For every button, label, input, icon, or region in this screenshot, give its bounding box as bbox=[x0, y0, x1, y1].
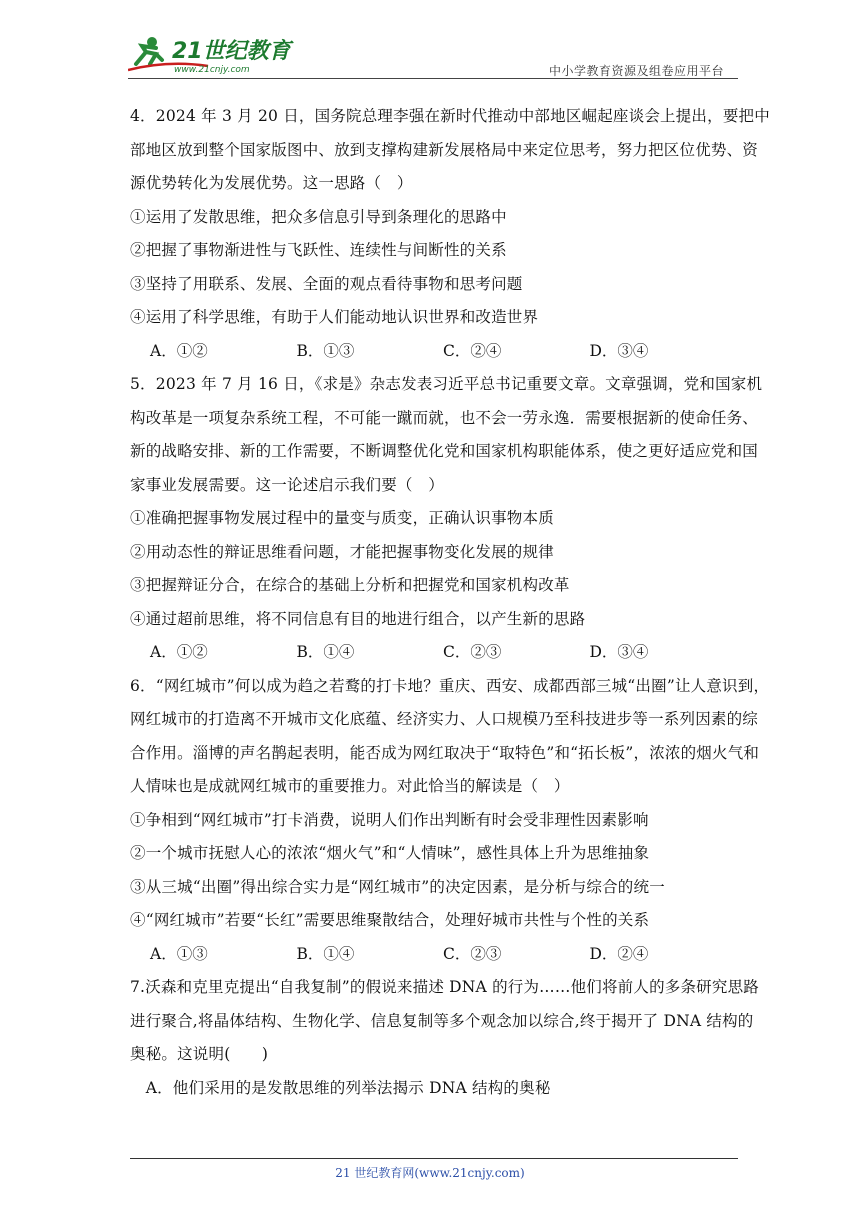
statement-4: ④运用了科学思维，有助于人们能动地认识世界和改造世界 bbox=[130, 308, 539, 326]
option-a: A．①② bbox=[150, 643, 208, 661]
runner-logo-icon bbox=[128, 34, 298, 76]
platform-title: 中小学教育资源及组卷应用平台 bbox=[548, 64, 724, 78]
option-c: C．②④ bbox=[443, 341, 502, 360]
option-b: B．①④ bbox=[296, 643, 355, 661]
site-logo bbox=[128, 34, 298, 76]
statement-3: ③把握辩证分合，在综合的基础上分析和把握党和国家机构改革 bbox=[130, 576, 570, 594]
question-line: 人情味也是成就网红城市的重要推力。对此恰当的解读是（ ） bbox=[130, 777, 570, 795]
statement-2: ②一个城市抚慰人心的浓浓“烟火气”和“人情味”，感性具体上升为思维抽象 bbox=[130, 844, 650, 862]
question-line: 4．2024 年 3 月 20 日，国务院总理李强在新时代推动中部地区崛起座谈会上提出，要把中 bbox=[130, 107, 770, 125]
question-5 bbox=[130, 368, 763, 670]
option-d: D．③④ bbox=[589, 643, 649, 661]
option-b: B．①③ bbox=[296, 341, 355, 360]
question-line: 7.沃森和克里克提出“自我复制”的假说来描述 DNA 的行为……他们将前人的多条研究思路 bbox=[130, 978, 759, 996]
question-line: 部地区放到整个国家版图中、放到支撑构建新发展格局中来定位思考，努力把区位优势、资 bbox=[130, 140, 759, 159]
question-line: 合作用。淄博的声名鹊起表明，能否成为网红取决于“取特色”和“拓长板”，浓浓的烟火气和 bbox=[130, 743, 760, 762]
answer-options bbox=[130, 938, 736, 972]
answer-options bbox=[130, 636, 736, 670]
statement-4: ④“网红城市”若要“长红”需要思维聚散结合，处理好城市共性与个性的关系 bbox=[130, 911, 650, 929]
question-line: 构改革是一项复杂系统工程，不可能一蹴而就，也不会一劳永逸．需要根据新的使命任务、 bbox=[130, 408, 759, 427]
option-c: C．②③ bbox=[443, 643, 502, 661]
question-4 bbox=[130, 100, 770, 368]
statement-3: ③坚持了用联系、发展、全面的观点看待事物和思考问题 bbox=[130, 274, 523, 293]
statement-1: ①运用了发散思维，把众多信息引导到条理化的思路中 bbox=[130, 207, 507, 226]
question-line: 5．2023 年 7 月 16 日，《求是》杂志发表习近平总书记重要文章。文章强调，党和国家机 bbox=[130, 375, 763, 393]
question-line: 新的战略安排、新的工作需要，不断调整优化党和国家机构职能体系，使之更好适应党和国 bbox=[130, 442, 759, 460]
statement-2: ②用动态性的辩证思维看问题，才能把握事物变化发展的规律 bbox=[130, 542, 554, 561]
svg-text:21世纪教育: 21世纪教育 bbox=[172, 39, 291, 64]
option-a: A．①③ bbox=[150, 944, 208, 963]
question-line: 网红城市的打造离不开城市文化底蕴、经济实力、人口规模乃至科技进步等一系列因素的综 bbox=[130, 710, 759, 728]
question-list bbox=[130, 100, 770, 1105]
option-c: C．②③ bbox=[443, 944, 502, 963]
question-line: 进行聚合,将晶体结构、生物化学、信息复制等多个观念加以综合,终于揭开了 DNA 结构的 bbox=[130, 1011, 754, 1030]
statement-1: ①准确把握事物发展过程中的量变与质变，正确认识事物本质 bbox=[130, 509, 554, 527]
statement-4: ④通过超前思维，将不同信息有目的地进行组合，以产生新的思路 bbox=[130, 609, 586, 628]
question-7 bbox=[130, 971, 759, 1105]
question-line: 奥秘。这说明( ) bbox=[130, 1045, 269, 1063]
page-header bbox=[128, 30, 738, 80]
statement-1: ①争相到“网红城市”打卡消费，说明人们作出判断有时会受非理性因素影响 bbox=[130, 810, 649, 829]
header-divider bbox=[128, 78, 738, 79]
footer-divider bbox=[130, 1158, 738, 1159]
option-a: A．①② bbox=[150, 341, 208, 360]
option-d: D．②④ bbox=[589, 944, 649, 963]
page-footer: 21 世纪教育网(www.21cnjy.com) bbox=[335, 1166, 525, 1180]
answer-options bbox=[130, 335, 736, 369]
option-a: A．他们采用的是发散思维的列举法揭示 DNA 结构的奥秘 bbox=[130, 1078, 551, 1097]
question-line: 6．“网红城市”何以成为趋之若鹜的打卡地？重庆、西安、成都西部三城“出圈”让人意识到， bbox=[130, 676, 770, 695]
option-d: D．③④ bbox=[589, 341, 649, 360]
question-line: 源优势转化为发展优势。这一思路（ ） bbox=[130, 174, 413, 192]
statement-3: ③从三城“出圈”得出综合实力是“网红城市”的决定因素，是分析与综合的统一 bbox=[130, 877, 665, 896]
svg-text:www.21cnjy.com: www.21cnjy.com bbox=[174, 65, 250, 75]
question-line: 家事业发展需要。这一论述启示我们要（ ） bbox=[130, 475, 445, 494]
option-b: B．①④ bbox=[296, 944, 355, 963]
statement-2: ②把握了事物渐进性与飞跃性、连续性与间断性的关系 bbox=[130, 241, 507, 259]
question-6 bbox=[130, 670, 770, 972]
